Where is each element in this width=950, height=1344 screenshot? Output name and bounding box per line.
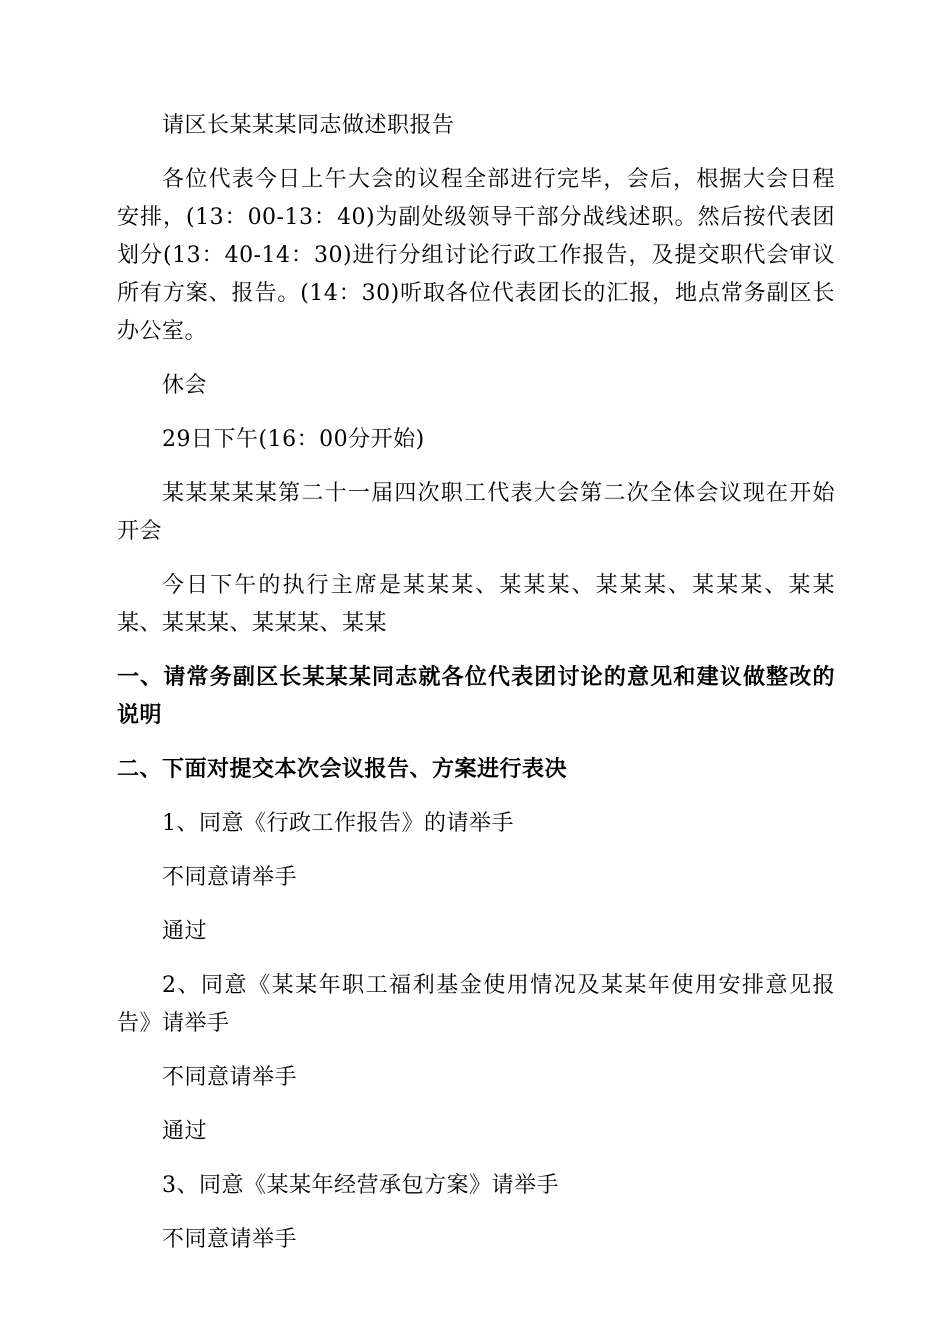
paragraph-adjourn: 休会 xyxy=(162,373,208,398)
vote-passed-1: 通过 xyxy=(162,919,208,944)
vote-item-3: 3、同意《某某年经营承包方案》请举手 xyxy=(162,1173,559,1198)
vote-against-3: 不同意请举手 xyxy=(162,1227,298,1252)
paragraph-schedule: 各位代表今日上午大会的议程全部进行完毕，会后，根据大会日程安排，(13：00-13：40)为副处级领导干部分战线述职。然后按代表团划分(13：40-14：30)进行分组讨论行政工作报告，及提交职代会审议所有方案、报告。(14：30)听取各位代表团长的汇报，地点常务副区长办公室。 xyxy=(117,167,835,344)
paragraph-afternoon-time: 29日下午(16：00分开始) xyxy=(162,427,425,452)
section-heading-2: 二、下面对提交本次会议报告、方案进行表决 xyxy=(117,757,568,782)
vote-against-1: 不同意请举手 xyxy=(162,865,298,890)
vote-against-2: 不同意请举手 xyxy=(162,1065,298,1090)
paragraph-meeting-open: 某某某某某第二十一届四次职工代表大会第二次全体会议现在开始开会 xyxy=(117,481,835,544)
vote-item-1: 1、同意《行政工作报告》的请举手 xyxy=(162,811,514,836)
vote-passed-2: 通过 xyxy=(162,1119,208,1144)
paragraph-report-request: 请区长某某某同志做述职报告 xyxy=(162,113,455,138)
document-page xyxy=(117,107,835,1259)
vote-item-2: 2、同意《某某年职工福利基金使用情况及某某年使用安排意见报告》请举手 xyxy=(117,973,835,1036)
section-heading-1: 一、请常务副区长某某某同志就各位代表团讨论的意见和建议做整改的说明 xyxy=(117,665,835,728)
paragraph-chairs: 今日下午的执行主席是某某某、某某某、某某某、某某某、某某某、某某某、某某某、某某 xyxy=(117,573,835,636)
